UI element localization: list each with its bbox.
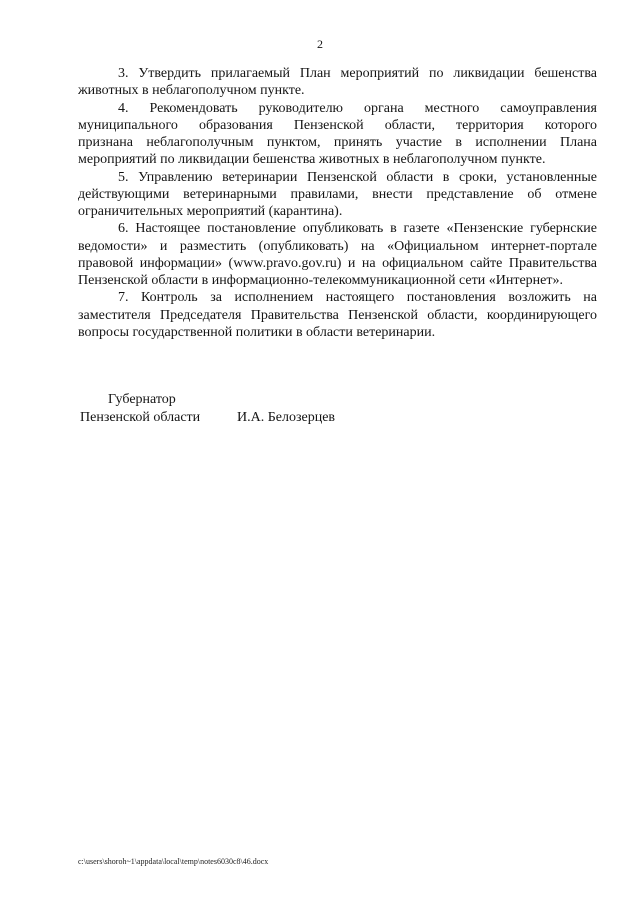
- paragraph-3-line: 3. Утвердить прилагаемый План мероприятий по ликвидации бешенства: [118, 66, 597, 81]
- signature-region: Пензенской области: [80, 410, 201, 425]
- paragraph-5-line: ограничительных мероприятий (карантина).: [78, 204, 343, 220]
- paragraph-6-line: ведомости» и разместить (опубликовать) на «Официальном интернет-портале: [78, 238, 597, 254]
- paragraph-4-line: 4. Рекомендовать руководителю органа местного самоуправления: [118, 100, 597, 116]
- paragraph-6-line: Пензенской области в информационно-телекоммуникационной сети «Интернет».: [78, 273, 564, 289]
- signature-name: И.А. Белозерцев: [237, 410, 336, 425]
- paragraph-7-line: вопросы государственной политики в области ветеринарии.: [78, 324, 436, 340]
- signature-title: Губернатор: [108, 392, 176, 407]
- paragraph-4-line: мероприятий по ликвидации бешенства животных в неблагополучном пункте.: [78, 152, 546, 168]
- footer-file-path: c:\users\shoroh~1\appdata\local\temp\notes6030c8\46.docx: [78, 857, 269, 866]
- paragraph-6-line: правовой информации» (www.pravo.gov.ru) и на официальном сайте Правительства: [78, 255, 597, 271]
- paragraph-3-line: животных в неблагополучном пункте.: [78, 83, 305, 99]
- document-body: [78, 65, 597, 341]
- paragraph-7-line: заместителя Председателя Правительства Пензенской области, координирующего: [78, 307, 597, 323]
- paragraph-4-line: муниципального образования Пензенской области, территория которого: [78, 117, 597, 133]
- paragraph-6-line: 6. Настоящее постановление опубликовать в газете «Пензенские губернские: [118, 221, 597, 237]
- paragraph-5-line: 5. Управлению ветеринарии Пензенской области в сроки, установленные: [118, 169, 597, 185]
- paragraph-4-line: признана неблагополучным пунктом, принять участие в исполнении Плана: [78, 135, 597, 151]
- paragraph-5-line: действующими ветеринарными правилами, внести представление об отмене: [78, 186, 597, 202]
- paragraph-7-line: 7. Контроль за исполнением настоящего постановления возложить на: [118, 290, 597, 306]
- page-number: 2: [317, 37, 323, 51]
